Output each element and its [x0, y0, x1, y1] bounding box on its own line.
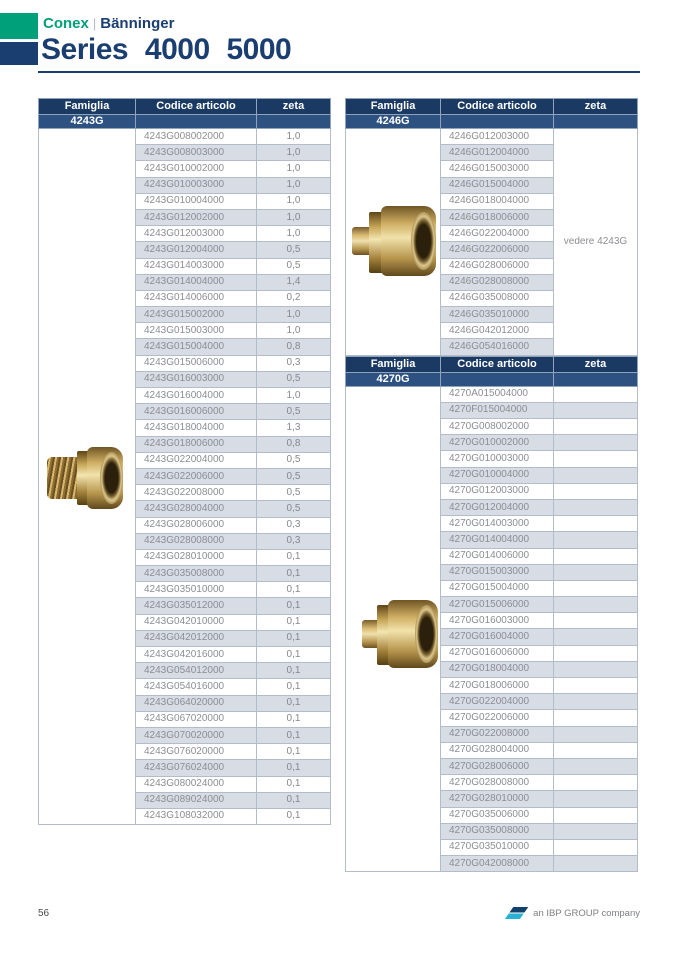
article-code: 4270G012003000 — [441, 483, 554, 499]
article-code: 4243G076020000 — [136, 744, 257, 760]
article-code: 4243G022006000 — [136, 468, 257, 484]
article-code: 4270G042008000 — [441, 856, 554, 872]
article-code: 4243G008002000 — [136, 129, 257, 145]
zeta-value: 0,8 — [257, 339, 331, 355]
logo-conex: Conex — [43, 15, 89, 32]
zeta-value: 0,5 — [257, 468, 331, 484]
article-code: 4243G067020000 — [136, 711, 257, 727]
column-header-codice: Codice articolo — [441, 99, 554, 115]
family-row-spacer — [136, 115, 257, 129]
article-code: 4270G035008000 — [441, 823, 554, 839]
zeta-value: 0,1 — [257, 598, 331, 614]
article-code: 4243G035012000 — [136, 598, 257, 614]
opening-section — [100, 452, 123, 504]
article-code: 4270G016003000 — [441, 613, 554, 629]
zeta-value: 0,1 — [257, 744, 331, 760]
opening-section — [411, 212, 436, 271]
article-code: 4243G015004000 — [136, 339, 257, 355]
column-header-famiglia: Famiglia — [39, 99, 136, 115]
article-code: 4246G042012000 — [441, 323, 554, 339]
article-code: 4270G015003000 — [441, 564, 554, 580]
article-code: 4270G015004000 — [441, 580, 554, 596]
zeta-value — [554, 694, 638, 710]
zeta-value — [554, 548, 638, 564]
zeta-value: 1,0 — [257, 226, 331, 242]
zeta-value: 1,0 — [257, 323, 331, 339]
article-code: 4246G022006000 — [441, 242, 554, 258]
zeta-value: 0,1 — [257, 776, 331, 792]
zeta-value: 1,0 — [257, 177, 331, 193]
zeta-value: 0,1 — [257, 727, 331, 743]
zeta-value: 1,0 — [257, 193, 331, 209]
article-code: 4243G035008000 — [136, 566, 257, 582]
zeta-value: 0,3 — [257, 355, 331, 371]
zeta-value: 0,1 — [257, 679, 331, 695]
column-header-codice: Codice articolo — [136, 99, 257, 115]
family-row — [39, 115, 331, 129]
zeta-value: 1,0 — [257, 307, 331, 323]
zeta-value: 1,0 — [257, 209, 331, 225]
article-code: 4243G070020000 — [136, 727, 257, 743]
zeta-value — [554, 710, 638, 726]
article-code: 4243G028008000 — [136, 533, 257, 549]
zeta-value: 1,0 — [257, 161, 331, 177]
article-code: 4270G012004000 — [441, 499, 554, 515]
article-code: 4243G042010000 — [136, 614, 257, 630]
table-header-row — [346, 356, 638, 372]
zeta-value: 0,5 — [257, 258, 331, 274]
zeta-value: 0,1 — [257, 614, 331, 630]
article-code: 4270G018004000 — [441, 661, 554, 677]
article-code: 4246G018004000 — [441, 193, 554, 209]
article-code: 4270G014006000 — [441, 548, 554, 564]
article-code: 4246G012004000 — [441, 145, 554, 161]
article-code: 4243G028006000 — [136, 517, 257, 533]
family-row-spacer — [554, 115, 638, 129]
article-code: 4243G028004000 — [136, 501, 257, 517]
article-code: 4243G022004000 — [136, 452, 257, 468]
zeta-value: 0,1 — [257, 792, 331, 808]
zeta-value: 1,0 — [257, 129, 331, 145]
zeta-value: 0,5 — [257, 501, 331, 517]
article-code: 4270G035010000 — [441, 839, 554, 855]
table-row — [346, 129, 638, 145]
zeta-value — [554, 516, 638, 532]
zeta-value — [554, 742, 638, 758]
article-code: 4270G028008000 — [441, 775, 554, 791]
family-row-spacer — [554, 372, 638, 386]
article-code: 4243G018004000 — [136, 420, 257, 436]
zeta-value: 0,1 — [257, 647, 331, 663]
zeta-value — [554, 483, 638, 499]
zeta-value — [554, 499, 638, 515]
page-title: Series 4000 5000 — [41, 33, 292, 66]
zeta-value — [554, 645, 638, 661]
zeta-value — [554, 435, 638, 451]
zeta-value — [554, 856, 638, 872]
table-row — [39, 129, 331, 145]
zeta-value — [554, 386, 638, 402]
zeta-value: 0,1 — [257, 663, 331, 679]
article-code: 4270G028004000 — [441, 742, 554, 758]
header-divider — [38, 71, 640, 73]
zeta-note: vedere 4243G — [554, 129, 638, 356]
zeta-value: 0,1 — [257, 582, 331, 598]
zeta-value: 0,5 — [257, 485, 331, 501]
article-code: 4270G018006000 — [441, 678, 554, 694]
zeta-value: 0,1 — [257, 695, 331, 711]
zeta-value: 0,1 — [257, 808, 331, 824]
zeta-value — [554, 758, 638, 774]
article-code: 4243G010004000 — [136, 193, 257, 209]
family-label: 4243G — [39, 115, 136, 129]
family-label: 4246G — [346, 115, 441, 129]
zeta-value — [554, 451, 638, 467]
footer-brand — [502, 906, 640, 920]
zeta-value: 0,1 — [257, 566, 331, 582]
zeta-value: 0,3 — [257, 533, 331, 549]
article-code: 4270A015004000 — [441, 386, 554, 402]
table-header-row — [39, 99, 331, 115]
article-code: 4243G018006000 — [136, 436, 257, 452]
logo-separator: | — [92, 16, 97, 31]
zeta-value: 1,4 — [257, 274, 331, 290]
zeta-value — [554, 678, 638, 694]
article-code: 4270G035006000 — [441, 807, 554, 823]
column-header-zeta: zeta — [257, 99, 331, 115]
brand-green-block-icon — [0, 13, 38, 39]
product-image-4246g — [352, 206, 436, 276]
page-number: 56 — [38, 908, 50, 919]
article-code: 4270G022004000 — [441, 694, 554, 710]
zeta-value: 0,8 — [257, 436, 331, 452]
article-code: 4243G016004000 — [136, 388, 257, 404]
article-code: 4243G035010000 — [136, 582, 257, 598]
family-row-spacer — [441, 372, 554, 386]
article-code: 4270G010004000 — [441, 467, 554, 483]
zeta-value — [554, 791, 638, 807]
article-code: 4270G010002000 — [441, 435, 554, 451]
article-code: 4243G010003000 — [136, 177, 257, 193]
zeta-value — [554, 726, 638, 742]
article-code: 4243G022008000 — [136, 485, 257, 501]
company-tagline: an IBP GROUP company — [533, 907, 640, 919]
article-code: 4243G014004000 — [136, 274, 257, 290]
article-code: 4243G089024000 — [136, 792, 257, 808]
zeta-value: 1,3 — [257, 420, 331, 436]
brand-logo — [43, 15, 174, 32]
zeta-value: 0,2 — [257, 290, 331, 306]
zeta-value: 0,5 — [257, 452, 331, 468]
product-image-4270g — [362, 600, 438, 668]
article-code: 4243G028010000 — [136, 549, 257, 565]
article-code: 4243G015006000 — [136, 355, 257, 371]
article-code: 4243G054012000 — [136, 663, 257, 679]
zeta-value — [554, 775, 638, 791]
ibp-logo-icon — [502, 906, 528, 920]
article-code: 4270G008002000 — [441, 419, 554, 435]
article-code: 4243G076024000 — [136, 760, 257, 776]
article-code: 4270G014003000 — [441, 516, 554, 532]
column-header-zeta: zeta — [554, 356, 638, 372]
article-code: 4243G012002000 — [136, 209, 257, 225]
article-code: 4270G028006000 — [441, 758, 554, 774]
article-code: 4246G054016000 — [441, 339, 554, 355]
zeta-value — [554, 629, 638, 645]
article-code: 4246G022004000 — [441, 226, 554, 242]
zeta-value: 0,1 — [257, 549, 331, 565]
zeta-value: 1,0 — [257, 388, 331, 404]
article-code: 4270G010003000 — [441, 451, 554, 467]
zeta-value — [554, 823, 638, 839]
table-row — [346, 386, 638, 402]
article-code: 4270G022006000 — [441, 710, 554, 726]
zeta-value: 1,0 — [257, 145, 331, 161]
zeta-value: 0,5 — [257, 242, 331, 258]
column-header-zeta: zeta — [554, 99, 638, 115]
family-row-spacer — [257, 115, 331, 129]
article-code: 4270G016006000 — [441, 645, 554, 661]
article-code: 4243G015002000 — [136, 307, 257, 323]
column-header-famiglia: Famiglia — [346, 99, 441, 115]
article-code: 4270G015006000 — [441, 597, 554, 613]
zeta-value — [554, 419, 638, 435]
article-code: 4243G108032000 — [136, 808, 257, 824]
article-code: 4243G016003000 — [136, 371, 257, 387]
family-row — [346, 115, 638, 129]
article-code: 4246G015004000 — [441, 177, 554, 193]
zeta-value — [554, 807, 638, 823]
article-code: 4243G012003000 — [136, 226, 257, 242]
article-code: 4243G012004000 — [136, 242, 257, 258]
article-code: 4243G042012000 — [136, 630, 257, 646]
column-header-famiglia: Famiglia — [346, 356, 441, 372]
article-code: 4270G016004000 — [441, 629, 554, 645]
zeta-value — [554, 402, 638, 418]
article-code: 4243G015003000 — [136, 323, 257, 339]
article-code: 4270G014004000 — [441, 532, 554, 548]
family-row — [346, 372, 638, 386]
zeta-value — [554, 839, 638, 855]
brand-navy-block-icon — [0, 42, 38, 65]
article-code: 4246G028006000 — [441, 258, 554, 274]
zeta-value: 0,1 — [257, 760, 331, 776]
article-code: 4270F015004000 — [441, 402, 554, 418]
product-image-4243g — [47, 447, 123, 509]
zeta-value: 0,1 — [257, 630, 331, 646]
zeta-value — [554, 564, 638, 580]
article-code: 4246G018006000 — [441, 209, 554, 225]
zeta-value — [554, 532, 638, 548]
article-code: 4246G028008000 — [441, 274, 554, 290]
article-code: 4246G035008000 — [441, 290, 554, 306]
article-code: 4243G054016000 — [136, 679, 257, 695]
column-header-codice: Codice articolo — [441, 356, 554, 372]
zeta-value — [554, 580, 638, 596]
article-code: 4270G028010000 — [441, 791, 554, 807]
article-code: 4243G010002000 — [136, 161, 257, 177]
article-code: 4243G016006000 — [136, 404, 257, 420]
family-row-spacer — [441, 115, 554, 129]
zeta-value: 0,3 — [257, 517, 331, 533]
article-code: 4270G022008000 — [441, 726, 554, 742]
zeta-value: 0,5 — [257, 404, 331, 420]
article-code: 4246G012003000 — [441, 129, 554, 145]
zeta-value — [554, 613, 638, 629]
zeta-value — [554, 597, 638, 613]
opening-section — [415, 605, 438, 662]
zeta-value: 0,5 — [257, 371, 331, 387]
article-code: 4246G015003000 — [441, 161, 554, 177]
zeta-value — [554, 467, 638, 483]
table-header-row — [346, 99, 638, 115]
family-label: 4270G — [346, 372, 441, 386]
article-code: 4243G080024000 — [136, 776, 257, 792]
article-code: 4243G014003000 — [136, 258, 257, 274]
article-code: 4246G035010000 — [441, 307, 554, 323]
zeta-value — [554, 661, 638, 677]
article-code: 4243G064020000 — [136, 695, 257, 711]
zeta-value: 0,1 — [257, 711, 331, 727]
article-code: 4243G014006000 — [136, 290, 257, 306]
logo-banninger: Bänninger — [100, 15, 175, 32]
article-code: 4243G008003000 — [136, 145, 257, 161]
article-code: 4243G042016000 — [136, 647, 257, 663]
